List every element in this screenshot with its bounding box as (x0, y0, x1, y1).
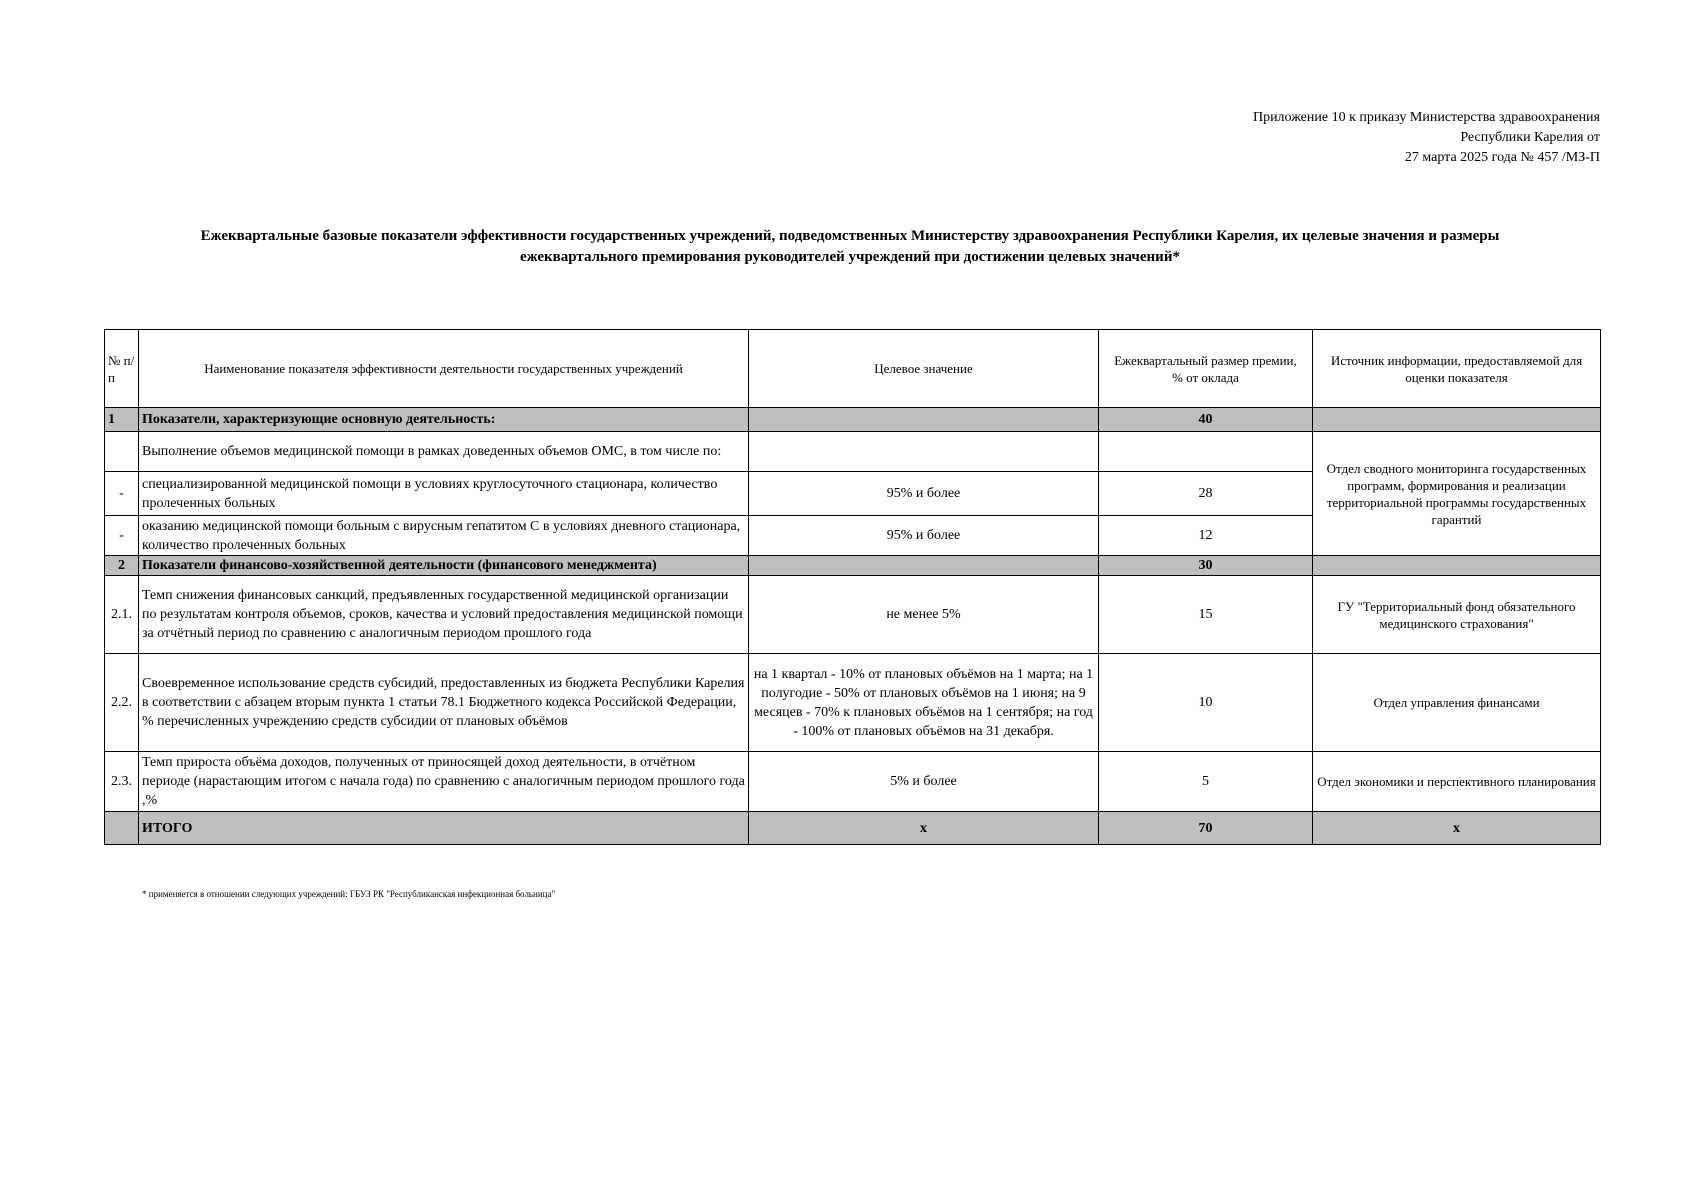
row-2-1-source: ГУ "Территориальный фонд обязательного медицинского страхования" (1313, 576, 1601, 654)
section-2-row (105, 556, 1601, 576)
row-hepatitis-num: - (105, 516, 139, 556)
row-specialized-name: специализированной медицинской помощи в условиях круглосуточного стационара, количество пролеченных больных (139, 472, 749, 516)
section-2-num: 2 (105, 556, 139, 576)
table-row (105, 752, 1601, 812)
section-2-source (1313, 556, 1601, 576)
row-2-3-target: 5% и более (749, 752, 1099, 812)
header-bonus-line-2: % от оклада (1172, 369, 1239, 385)
row-volume-bonus (1099, 432, 1313, 472)
section-2-bonus: 30 (1099, 556, 1313, 576)
row-2-2-num: 2.2. (105, 654, 139, 752)
section-1-num: 1 (105, 408, 139, 432)
table-row (105, 654, 1601, 752)
row-volume-name: Выполнение объемов медицинской помощи в рамках доведенных объемов ОМС, в том числе по: (139, 432, 749, 472)
document-title (100, 226, 1600, 268)
section-1-row (105, 408, 1601, 432)
appendix-line-2: Республики Карелия от (1460, 130, 1600, 145)
header-bonus-line-1: Ежеквартальный размер премии, (1114, 352, 1297, 368)
section-1-bonus: 40 (1099, 408, 1313, 432)
header-bonus (1099, 330, 1313, 408)
section-1-name: Показатели, характеризующие основную деятельность: (139, 408, 749, 432)
row-volume-source: Отдел сводного мониторинга государственных программ, формирования и реализации территориальной программы государственных гарантий (1313, 432, 1601, 556)
total-row (105, 812, 1601, 845)
table-header-row (105, 330, 1601, 408)
appendix-line-3: 27 марта 2025 года № 457 /МЗ-П (1404, 150, 1600, 165)
row-volume-target (749, 432, 1099, 472)
appendix-header (1253, 108, 1600, 168)
total-bonus: 70 (1099, 812, 1313, 845)
row-2-3-source: Отдел экономики и перспективного планирования (1313, 752, 1601, 812)
row-2-2-target: на 1 квартал - 10% от плановых объёмов на 1 марта; на 1 полугодие - 50% от плановых объёмов на 1 июня; на 9 месяцев - 70% к плановых объёмов на 1 сентября; на год - 100% от плановых объёмов на 31 декабря. (749, 654, 1099, 752)
row-2-2-source: Отдел управления финансами (1313, 654, 1601, 752)
total-target: х (749, 812, 1099, 845)
row-hepatitis-name: оказанию медицинской помощи больным с вирусным гепатитом С в условиях дневного стационара, количество пролеченных больных (139, 516, 749, 556)
total-num (105, 812, 139, 845)
row-volume-num (105, 432, 139, 472)
row-2-2-name: Своевременное использование средств субсидий, предоставленных из бюджета Республики Карелия в соответствии с абзацем вторым пункта 1 статьи 78.1 Бюджетного кодекса Российской Федерации, % перечисленных учреждению средств субсидии от плановых объёмов (139, 654, 749, 752)
section-1-source (1313, 408, 1601, 432)
title-line-2: ежеквартального премирования руководителей учреждений при достижении целевых значений* (520, 249, 1180, 265)
total-source: х (1313, 812, 1601, 845)
total-name: ИТОГО (139, 812, 749, 845)
row-2-2-bonus: 10 (1099, 654, 1313, 752)
row-specialized-target: 95% и более (749, 472, 1099, 516)
row-specialized-num: - (105, 472, 139, 516)
row-2-3-bonus: 5 (1099, 752, 1313, 812)
header-num: № п/п (105, 330, 139, 408)
row-2-3-num: 2.3. (105, 752, 139, 812)
row-2-1-bonus: 15 (1099, 576, 1313, 654)
footnote: * применяется в отношении следующих учреждений: ГБУЗ РК "Республиканская инфекционная больница" (142, 889, 556, 899)
header-target: Целевое значение (749, 330, 1099, 408)
row-2-3-name: Темп прироста объёма доходов, полученных от приносящей доход деятельности, в отчётном периоде (нарастающим итогом с начала года) по сравнению с аналогичным периодом прошлого года ,% (139, 752, 749, 812)
title-line-1: Ежеквартальные базовые показатели эффективности государственных учреждений, подведомственных Министерству здравоохранения Республики Карелия, их целевые значения и размеры (200, 228, 1500, 244)
header-name: Наименование показателя эффективности деятельности государственных учреждений (139, 330, 749, 408)
section-2-name: Показатели финансово-хозяйственной деятельности (финансового менеджмента) (139, 556, 749, 576)
section-1-target (749, 408, 1099, 432)
row-hepatitis-bonus: 12 (1099, 516, 1313, 556)
section-2-target (749, 556, 1099, 576)
row-hepatitis-target: 95% и более (749, 516, 1099, 556)
header-source: Источник информации, предоставляемой для оценки показателя (1313, 330, 1601, 408)
row-2-1-name: Темп снижения финансовых санкций, предъявленных государственной медицинской организации по результатам контроля объемов, сроков, качества и условий предоставления медицинской помощи за отчётный период по сравнению с аналогичным периодом прошлого года (139, 576, 749, 654)
row-2-1-num: 2.1. (105, 576, 139, 654)
row-specialized-bonus: 28 (1099, 472, 1313, 516)
row-2-1-target: не менее 5% (749, 576, 1099, 654)
table-row (105, 576, 1601, 654)
indicators-table (104, 329, 1601, 845)
table-row (105, 432, 1601, 472)
appendix-line-1: Приложение 10 к приказу Министерства здравоохранения (1252, 110, 1600, 125)
